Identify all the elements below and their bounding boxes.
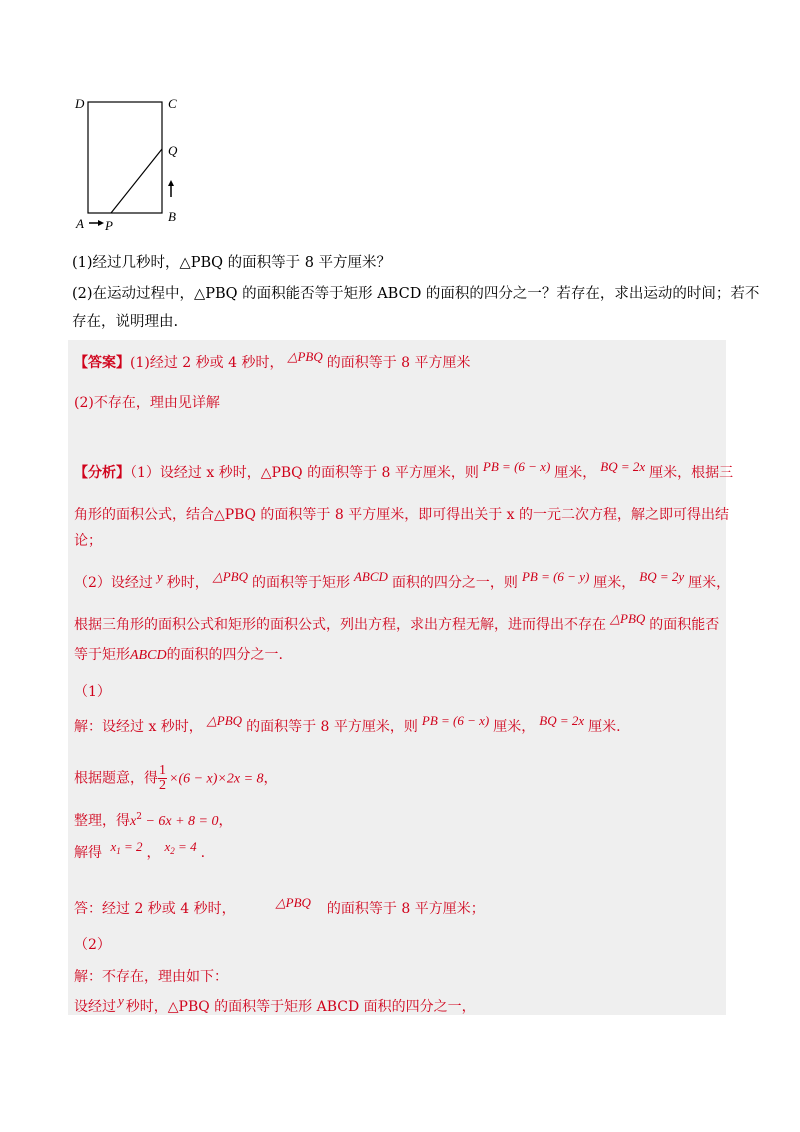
- solution-1-roots: [74, 839, 206, 868]
- answer-1-post: 的面积等于 8 平方厘米: [326, 355, 471, 371]
- analysis-2-line2-b: 的面积能否: [649, 617, 720, 633]
- solution-1-sort-exp: 2: [136, 812, 142, 822]
- solution-1-text-d: 厘米.: [588, 719, 621, 735]
- solution-1-sort-pre: 整理，得: [74, 813, 130, 829]
- geometry-figure: [72, 92, 192, 232]
- arrow-right-icon: [98, 220, 104, 226]
- root-x1: [110, 839, 142, 854]
- solution-1-ans-b: 的面积等于 8 平方厘米；: [326, 901, 485, 917]
- fraction-numerator: 1: [159, 763, 166, 778]
- solution-1-solve-pre: 解得: [74, 845, 102, 861]
- solution-1-eq-post: ，: [263, 770, 278, 787]
- root-x2: [165, 839, 197, 854]
- root-x2-val: = 4: [174, 839, 197, 854]
- analysis-2-text-b: 秒时，: [166, 575, 209, 591]
- root-comma: ，: [146, 845, 161, 861]
- answer-1-triangle: △PBQ: [287, 349, 323, 364]
- analysis-2-line3-a: 等于矩形: [74, 647, 130, 663]
- root-x1-val: = 2: [120, 839, 143, 854]
- analysis-2-text-e: 厘米，: [593, 575, 636, 591]
- analysis-2-text-d: 面积的四分之一，则: [391, 575, 518, 591]
- segment-pq: [111, 149, 162, 213]
- analysis-2-bq: BQ = 2y: [639, 569, 685, 584]
- analysis-1-text-a: （1）设经过 x 秒时，△PBQ 的面积等于 8 平方厘米，则: [130, 465, 479, 481]
- analysis-line-6: [74, 644, 283, 667]
- label-p: P: [105, 218, 113, 233]
- question-2-line-1: (2)在运动过程中，△PBQ 的面积能否等于矩形 ABCD 的面积的四分之一？若存在，求出运动的时间；若不: [72, 286, 760, 302]
- label-d: D: [75, 96, 85, 111]
- analysis-tag: 【分析】: [74, 465, 130, 481]
- solution-1-answer: [74, 895, 485, 920]
- arrow-up-icon: [168, 180, 174, 186]
- solution-2-line-1: 解：不存在，理由如下：: [74, 969, 228, 985]
- analysis-2-line2-triangle: △PBQ: [610, 611, 646, 626]
- analysis-2-abcd: ABCD: [353, 569, 388, 584]
- solution-1-setup: [74, 713, 621, 738]
- analysis-2-line3-abcd: ABCD: [130, 648, 167, 663]
- analysis-2-text-f: 厘米，: [688, 575, 731, 591]
- solution-1-bq: BQ = 2x: [539, 713, 585, 728]
- root-x2-var: x: [164, 839, 171, 854]
- question-1: (1)经过几秒时，△PBQ 的面积等于 8 平方厘米？: [72, 255, 392, 271]
- answer-line-1: [74, 349, 471, 374]
- analysis-1-text-c: 厘米，根据三: [649, 465, 734, 481]
- label-c: C: [168, 96, 177, 111]
- root-x2-sub: 2: [170, 846, 175, 856]
- solution-1-text-b: 的面积等于 8 平方厘米，则: [246, 719, 418, 735]
- solution-1-text-c: 厘米，: [493, 719, 536, 735]
- analysis-2-pb: PB = (6 − y): [521, 569, 590, 584]
- root-x1-var: x: [110, 839, 117, 854]
- solution-1-sort-post: ，: [218, 813, 233, 829]
- label-a: A: [76, 216, 84, 231]
- solution-1-eq: ×(6 − x)×2x = 8: [169, 771, 264, 787]
- solution-1-sort-x: x: [130, 814, 137, 829]
- solution-1-text-a: 解：设经过 x 秒时，: [74, 719, 203, 735]
- solution-1-triangle: △PBQ: [206, 713, 243, 728]
- analysis-1-bq: BQ = 2x: [600, 459, 646, 474]
- fraction-denominator: 2: [159, 778, 166, 793]
- root-period: .: [200, 845, 206, 861]
- analysis-2-line3-b: 的面积的四分之一.: [166, 647, 284, 663]
- answer-line-2: (2)不存在，理由见详解: [74, 395, 220, 411]
- solution-1-pb: PB = (6 − x): [421, 713, 490, 728]
- solution-2-heading: （2）: [74, 937, 111, 953]
- analysis-1-text-b: 厘米，: [554, 465, 597, 481]
- solution-1-sort-rest: − 6x + 8 = 0: [141, 814, 219, 829]
- solution-2-text-a: 设经过: [74, 999, 116, 1015]
- question-2-line-2: 存在，说明理由.: [72, 314, 179, 330]
- label-b: B: [168, 209, 176, 224]
- solution-1-ans-a: 答：经过 2 秒或 4 秒时，: [74, 901, 236, 917]
- label-q: Q: [168, 143, 178, 158]
- analysis-line-5: [74, 611, 720, 636]
- fraction-one-half: [158, 764, 167, 793]
- solution-1-heading: （1）: [74, 684, 111, 700]
- root-x1-sub: 1: [116, 846, 121, 856]
- solution-1-ans-triangle: △PBQ: [275, 895, 311, 910]
- analysis-2-triangle: △PBQ: [212, 569, 248, 584]
- analysis-2-text-c: 的面积等于矩形: [251, 575, 350, 591]
- analysis-2-y: y: [156, 569, 163, 584]
- answer-tag: 【答案】: [74, 355, 130, 371]
- analysis-1-pb: PB = (6 − x): [482, 459, 551, 474]
- solution-1-eq-pre: 根据题意，得: [74, 770, 158, 787]
- solution-1-equation: [74, 764, 278, 793]
- analysis-line-1: [74, 459, 734, 484]
- analysis-2-text-a: （2）设经过: [74, 575, 153, 591]
- solution-2-text-b: 秒时，△PBQ 的面积等于矩形 ABCD 面积的四分之一，: [125, 999, 476, 1015]
- analysis-line-4: [74, 569, 731, 594]
- analysis-line-3: 论；: [74, 533, 102, 549]
- analysis-2-line2-a: 根据三角形的面积公式和矩形的面积公式，列出方程，求出方程无解，进而得出不存在: [74, 617, 606, 633]
- solution-2-y: y: [118, 993, 124, 1008]
- solution-2-line-2: [74, 993, 476, 1018]
- solution-1-simplify: [74, 806, 233, 833]
- answer-1-pre: (1)经过 2 秒或 4 秒时，: [130, 355, 284, 371]
- analysis-line-2: 角形的面积公式，结合△PBQ 的面积等于 8 平方厘米，即可得出关于 x 的一元二次方程，解之即可得出结: [74, 507, 730, 523]
